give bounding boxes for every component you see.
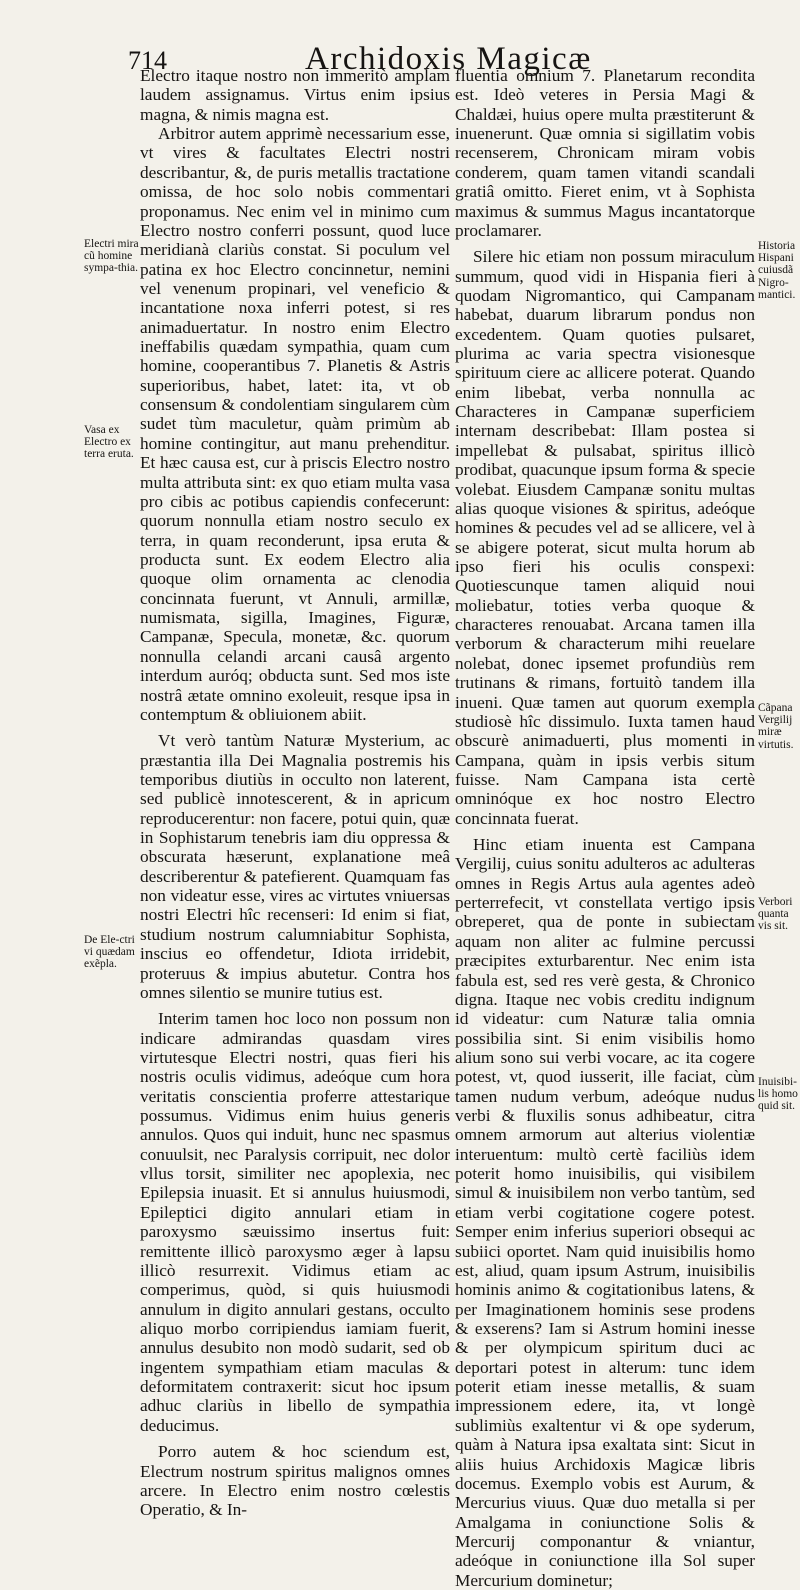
paragraph: Porro autem & hoc sciendum est, Electrum nostrum spiritus malignos omnes arcere. In Electro enim nostro cœlestis Operatio, & In- (140, 1442, 450, 1520)
paragraph: Hinc etiam inuenta est Campana Vergilij, cuius sonitu adulteros ac adulteras omnes in Regis Artus aula agentes adeò perterrefecit, vt constellata vertigo ipsis obreperet, qua de ponte in subiectam aquam non aliter ac fulmine percussi præcipites exturbarentur. Nec enim ista fabula est, sed res verè gesta, & Chronico digna. Itaque nec vobis creditu indignum id videatur: cum Naturæ talia omnia possibilia sint. Si enim visibilis homo alium sono sui verbi vocare, ac ita cogere potest, vt, quod iusserit, ille faciat, cùm tamen nudum verbum, adeóque nudus verbi & fluxilis sonus adhibeatur, citra omnem armorum aut alterius violentiæ interuentum: multò certè faciliùs idem poterit homo inuisibilis, qui visibilem simul & inuisibilem non verbo tantùm, sed etiam verbi cogitatione cogere potest. Semper enim inferius superiori obsequi ac subiici oportet. Nam quid inuisibilis homo est, aliud, quam ipsum Astrum, inuisibilis hominis animo & cogitationibus latens, & per Imaginationem hominis sese prodens & exserens? Iam si Astrum homini inesse & per olympicum spiritum duci ac deportari potest in alterum: tunc idem poterit etiam inesse metallis, & suam impressionem edere, ita, vt longè sublimiùs exaltentur vi & ope syderum, quàm à Natura ipsa exaltata sint: Sicut in aliis huius Archidoxis Magicæ libris docemus. Exemplo vobis est Aurum, & Mercurius viuus. Quæ duo metalla si per Amalgama in coniunctione Solis & Mercurij componantur & vniantur, adeóque in coniunctione illa Sol super Mercurium dominetur; (455, 835, 755, 1590)
running-head: Archidoxis Magicæ (305, 41, 592, 77)
margin-note: Verbori quanta vis sit. (758, 896, 793, 933)
margin-note: Historia Hispani cuiusdã Nigro-mantici. (758, 240, 796, 301)
paragraph: Vt verò tantùm Naturæ Mysterium, ac præstantia illa Dei Magnalia postremis his temporibus diutiùs in occulto non laterent, sed publicè innotescerent, & in apricum reproducerentur: non facere, potui quin, quæ in Sophistarum tenebris iam diu oppressa & obscurata hæserunt, explanatione meâ describerentur & patefierent. Quamquam fas non videatur esse, vires ac virtutes vniuersas nostri Electri hîc recenseri: Id enim si fiat, studium nostrum calumniabitur Sophista, inscius eo offendetur, Idiota irridebit, proteruus & impius abutetur. Contra hos omnes silentio se munire tutius est. (140, 731, 450, 1002)
margin-note: De Ele-ctri vi quædam exẽpla. (84, 934, 135, 971)
left-column (140, 66, 450, 1520)
paragraph: Electro itaque nostro non immeritò amplam laudem assignamus. Virtus enim ipsius magna, & nimis magna est. (140, 66, 450, 124)
margin-note: Vasa ex Electro ex terra eruta. (84, 424, 134, 461)
paragraph: fluentia omnium 7. Planetarum recondita est. Ideò veteres in Persia Magi & Chaldæi, huius opere multa præstiterunt & inuenerunt. Quæ omnia si sigillatim vobis recenserem, Chronicam miram vobis conderem, quam tamen vitandi scandali gratiâ omitto. Fieret enim, vt à Sophista maximus & summus Magus incantatorque proclamarer. (455, 66, 755, 240)
margin-note: Electri mira cũ homine sympa-thia. (84, 238, 139, 275)
right-column (455, 66, 755, 1590)
margin-note: Inuisibi-lis homo quid sit. (758, 1076, 798, 1113)
paragraph: Arbitror autem apprimè necessarium esse, vt vires & facultates Electri nostri describantur, &, de puris metallis tractatione omissa, de hoc solo nobis commentari proponamus. Nec enim vel in minimo cum Electro nostro conferri possunt, quod luce meridianà clariùs constat. Si poculum vel patina ex hoc Electro concinnetur, nemini vel venenum propinari, vel veneficio & incantatione noxa inferri potest, si res animaduertatur. In nostro enim Electro ineffabilis quædam sympathia, quam cum homine, cooperantibus 7. Planetis & Astris superioribus, habet, latet: ita, vt ob consensum & condolentiam singularem cùm sudet tùm maculetur, quàm primùm ab homine contingitur, aut manu prehenditur. Et hæc causa est, cur à priscis Electro nostro multa attributa sint: ex quo etiam multa vasa pro cibis ac potibus capiendis confecerunt: quorum nonnulla etiam nostro seculo ex terra, in quam reconderunt, ipsa eruta & producta sunt. Ex eodem Electro alia quoque olim ornamenta ac clenodia concinnata fuerunt, vt Annuli, armillæ, numismata, sigilla, Imagines, Figuræ, Campanæ, Specula, monetæ, &c. quorum nonnulla celandi arcani causâ argento interdum auróq; obducta sunt. Sed mos iste nostrâ ætate omnino exoleuit, resque ipsa in contemptum & obliuionem abiit. (140, 124, 450, 724)
page-number: 714 (128, 46, 167, 75)
paragraph: Interim tamen hoc loco non possum non indicare admirandas quasdam vires virtutesque Electri nostri, quas fieri his nostris oculis vidimus, adeóque cum hora veritatis conscientia proferre attestarique possumus. Vidimus enim huius generis annulos. Quos qui induit, hunc nec spasmus conuulsit, nec Paralysis corripuit, nec dolor vllus torsit, similiter nec apoplexia, nec Epilepsia inuasit. Et si annulus huiusmodi, Epileptici digito annulari etiam in paroxysmo sæuissimo insertus fuit: remittente illicò paroxysmo æger à lapsu illicò resurrexit. Vidimus etiam ac comperimus, quòd, si quis huiusmodi annulum in digito annulari gestans, occulto aliquo morbo corripiendus iamiam fuerit, annulus desubito non modò sudarit, sed ob ingentem sympathiam etiam maculas & deformitatem contraxerit: sicut hoc ipsum adhuc clariùs in libello de sympathia deducimus. (140, 1009, 450, 1435)
margin-note: Cãpana Vergilij miræ virtutis. (758, 702, 794, 751)
paragraph: Silere hic etiam non possum miraculum summum, quod vidi in Hispania fieri à quodam Nigromantico, qui Campanam habebat, duarum librarum pondus non excedentem. Quam quoties pulsaret, plurima ac varia spectra visionesque spirituum ciere ac allicere poterat. Quando enim libebat, verba nonnulla ac Characteres in Campanæ superficiem internam describebat: Illam postea si impellebat & pulsabat, spiritus illicò prodibat, quacunque ipsum forma & specie volebat. Eiusdem Campanæ sonitu multas alias quoque visiones & spiritus, adeóque homines & pecudes vel ad se allicere, vel à se abigere poterat, sicut multa horum ab ipso fieri his oculis conspexi: Quotiescunque tamen aliquid noui moliebatur, toties verba quoque & characteres renouabat. Arcana tamen illa verborum & characterum mihi reuelare nolebat, donec ipsemet profundiùs rem trutinans & rimans, fortuitò tandem illa inueni. Quæ tamen aut quorum exempla studiosè hîc dissimulo. Iuxta tamen haud obscurè animaduerti, plus momenti in Campana, quàm in ipsis verbis situm fuisse. Nam Campana ista certè omninóque ex hoc nostro Electro concinnata fuerat. (455, 247, 755, 828)
